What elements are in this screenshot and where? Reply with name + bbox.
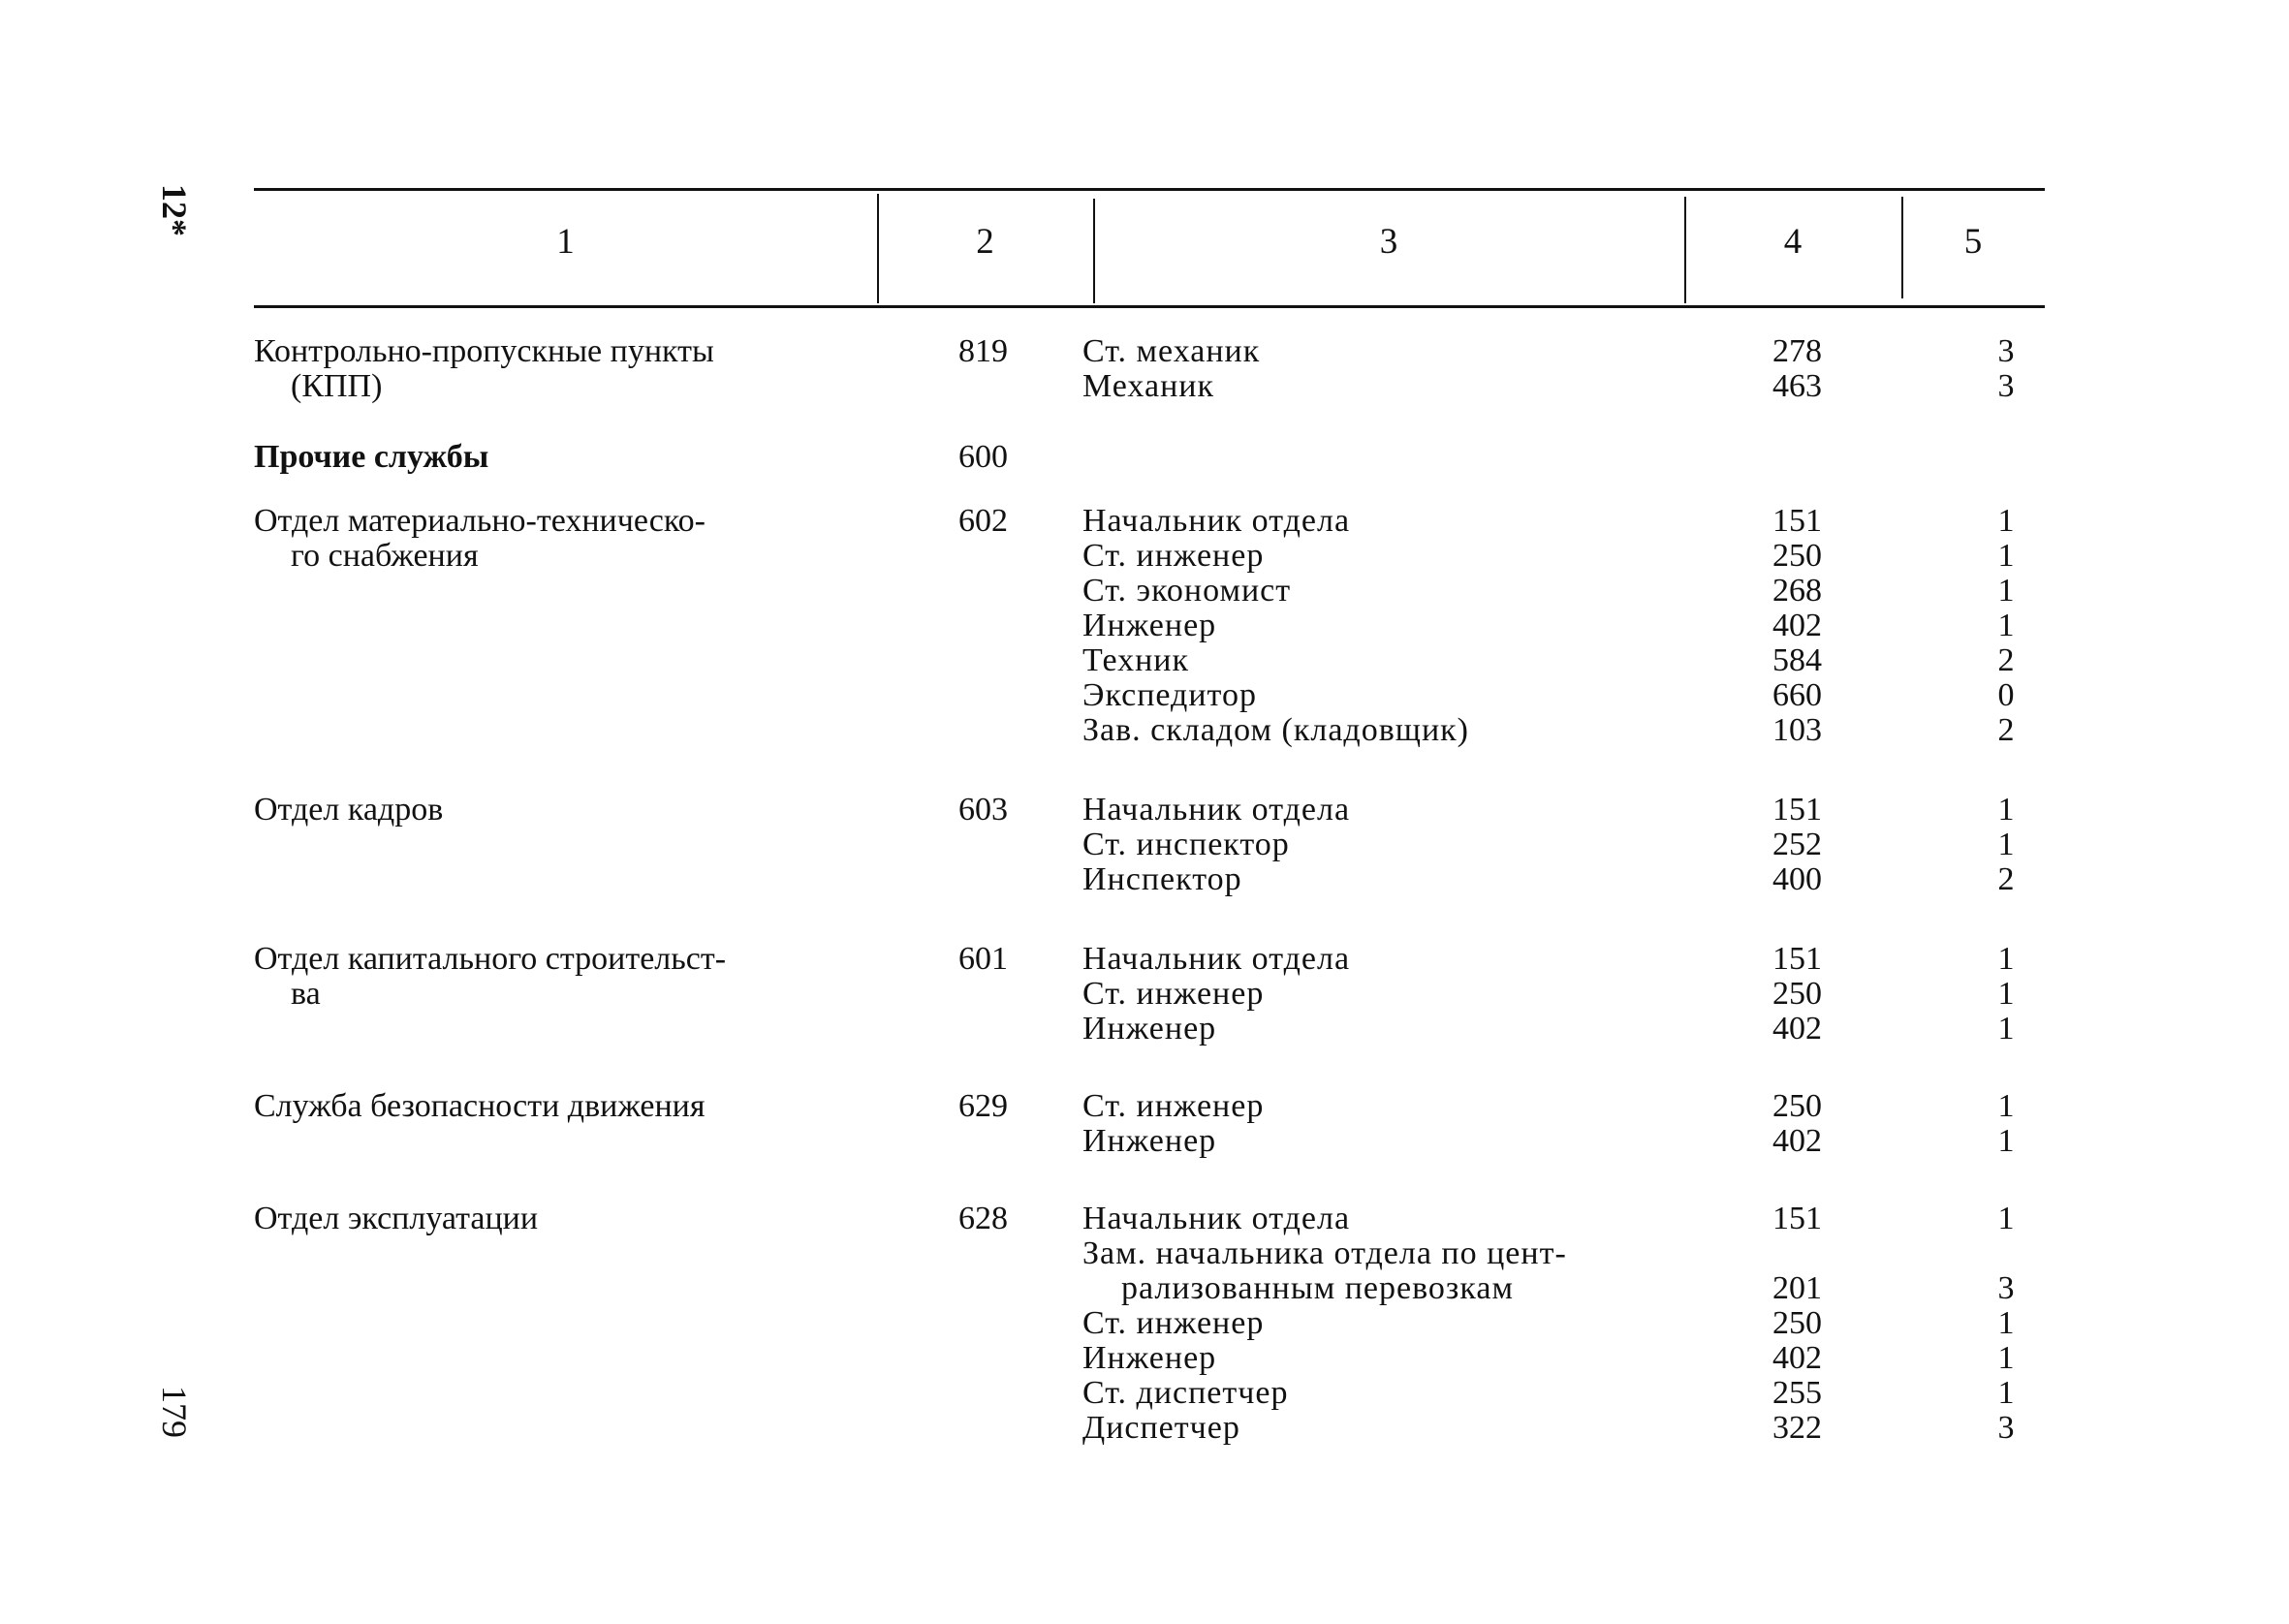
department-name: Отдел кадров (254, 792, 444, 828)
department-code: 629 (958, 1088, 1008, 1124)
position-count-list: 1 1 1 (1997, 941, 2015, 1046)
column-header-1: 1 (556, 222, 575, 262)
department-name: Отдел эксплуатации (254, 1201, 539, 1236)
position-code-list: 250 402 (1772, 1088, 1822, 1159)
position-count-list: 1 1 2 (1997, 792, 2015, 897)
position-count-list: 1 1 (1997, 1088, 2015, 1159)
department-code: 628 (958, 1201, 1008, 1236)
position-list: Ст. механик Механик (1082, 333, 1261, 404)
page-number: 179 (155, 1386, 194, 1438)
position-code-list: 151 201 250 402 255 322 (1772, 1201, 1822, 1446)
department-name: Отдел материально-техническо- го снабжения (254, 503, 706, 574)
column-header-2: 2 (976, 222, 994, 262)
position-list: Начальник отдела Ст. инженер Ст. экономист Инженер Техник Экспедитор Зав. складом (кладовщик) (1082, 503, 1469, 748)
department-code: 819 (958, 333, 1008, 369)
position-count-list: 1 1 1 1 2 0 2 (1997, 503, 2015, 748)
table-top-rule (254, 188, 2045, 191)
signature-mark: 12* (155, 184, 194, 236)
department-code: 601 (958, 941, 1008, 977)
position-code-list: 278 463 (1772, 333, 1822, 404)
department-name: Контрольно-пропускные пункты (КПП) (254, 333, 714, 404)
department-name: Отдел капитального строительст- ва (254, 941, 727, 1012)
position-count-list: 3 3 (1997, 333, 2015, 404)
position-list: Начальник отдела Зам. начальника отдела по цент- рализованным перевозкам Ст. инженер Инженер Ст. диспетчер Диспетчер (1082, 1201, 1567, 1446)
section-heading: Прочие службы (254, 439, 489, 475)
position-count-list: 1 3 1 1 1 3 (1997, 1201, 2015, 1446)
department-code: 602 (958, 503, 1008, 539)
position-code-list: 151 250 268 402 584 660 103 (1772, 503, 1822, 748)
column-header-5: 5 (1963, 222, 1983, 262)
department-code: 600 (958, 439, 1008, 475)
position-list: Ст. инженер Инженер (1082, 1088, 1265, 1159)
position-code-list: 151 250 402 (1772, 941, 1822, 1046)
position-list: Начальник отдела Ст. инспектор Инспектор (1082, 792, 1351, 897)
department-code: 603 (958, 792, 1008, 828)
column-header-4: 4 (1783, 222, 1803, 262)
header-bottom-rule (254, 305, 2045, 308)
column-header-3: 3 (1379, 222, 1398, 262)
position-code-list: 151 252 400 (1772, 792, 1822, 897)
position-list: Начальник отдела Ст. инженер Инженер (1082, 941, 1351, 1046)
department-name: Служба безопасности движения (254, 1088, 706, 1124)
